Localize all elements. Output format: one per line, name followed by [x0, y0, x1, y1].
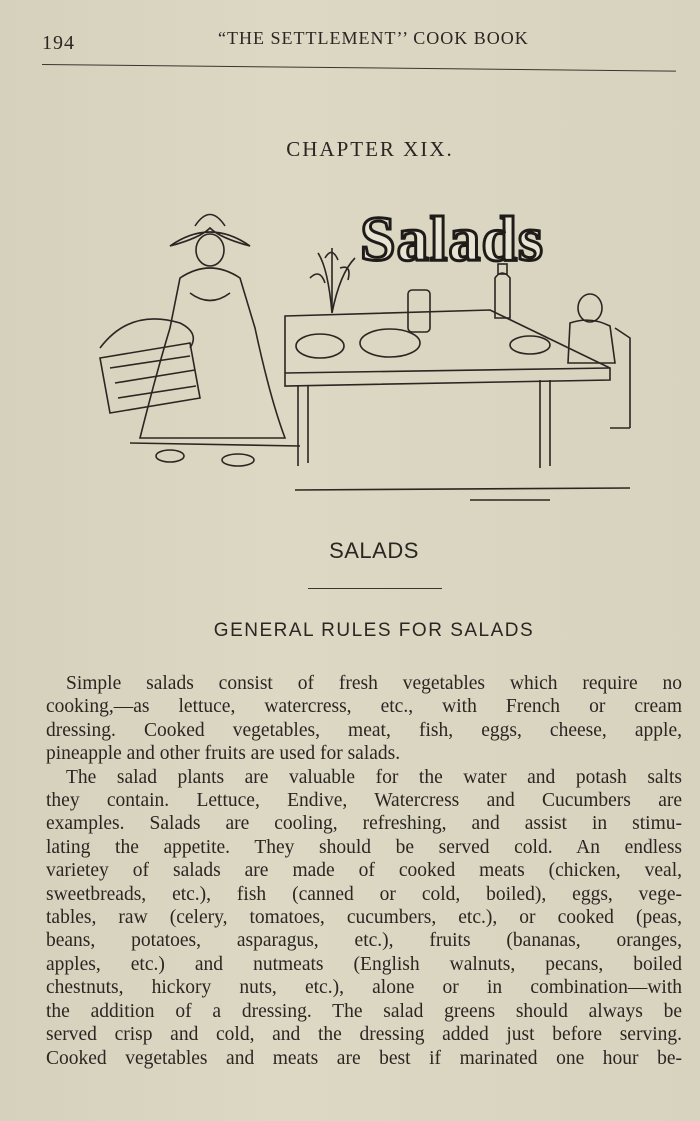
- section-title: SALADS: [329, 538, 419, 563]
- text-line: dressing. Cooked vegetables, meat, fish, eggs, cheese, apple,: [46, 719, 682, 741]
- section-subtitle: GENERAL RULES FOR SALADS: [213, 620, 535, 641]
- table-figure: [285, 248, 630, 500]
- text-line: the addition of a dressing. The salad greens should always be: [46, 1000, 682, 1022]
- text-line: varietey of salads are made of cooked meats (chicken, veal,: [46, 860, 682, 882]
- header-rule: [42, 64, 676, 72]
- text-line: they contain. Lettuce, Endive, Watercress and Cucumbers are: [46, 790, 682, 812]
- text-line: chestnuts, hickory nuts, etc.), alone or in combination—with: [46, 977, 682, 999]
- text-line: lating the appetite. They should be served cold. An endless: [46, 836, 682, 858]
- text-line: cooking,—as lettuce, watercress, etc., with French or cream: [46, 696, 682, 718]
- salads-banner-text: Salads: [360, 203, 544, 274]
- text-line: apples, etc.) and nutmeats (English walnuts, pecans, boiled: [46, 953, 682, 975]
- running-title: “THE SETTLEMENT’’ COOK BOOK: [218, 28, 529, 48]
- text-line: beans, potatoes, asparagus, etc.), fruits (bananas, oranges,: [46, 930, 682, 952]
- salads-illustration: [70, 198, 670, 508]
- text-line: sweetbreads, etc.), fish (canned or cold, boiled), eggs, vege-: [46, 883, 682, 905]
- text-line: Cooked vegetables and meats are best if marinated one hour be-: [46, 1047, 682, 1069]
- text-line: tables, raw (celery, tomatoes, cucumbers, etc.), or cooked (peas,: [46, 907, 682, 929]
- body-text: [46, 672, 682, 1070]
- text-line: Simple salads consist of fresh vegetables which require no: [66, 673, 682, 694]
- chapter-heading: CHAPTER XIX.: [286, 137, 454, 161]
- text-line: pineapple and other fruits are used for salads.: [46, 743, 401, 765]
- page-number: 194: [42, 32, 75, 54]
- section-rule: [308, 588, 442, 589]
- girl-figure: [100, 215, 300, 467]
- text-line: examples. Salads are cooling, refreshing, and assist in stimu-: [46, 813, 682, 835]
- running-head: [42, 26, 682, 56]
- text-line: The salad plants are valuable for the water and potash salts: [66, 766, 682, 788]
- text-line: served crisp and cold, and the dressing added just before serving.: [46, 1024, 682, 1046]
